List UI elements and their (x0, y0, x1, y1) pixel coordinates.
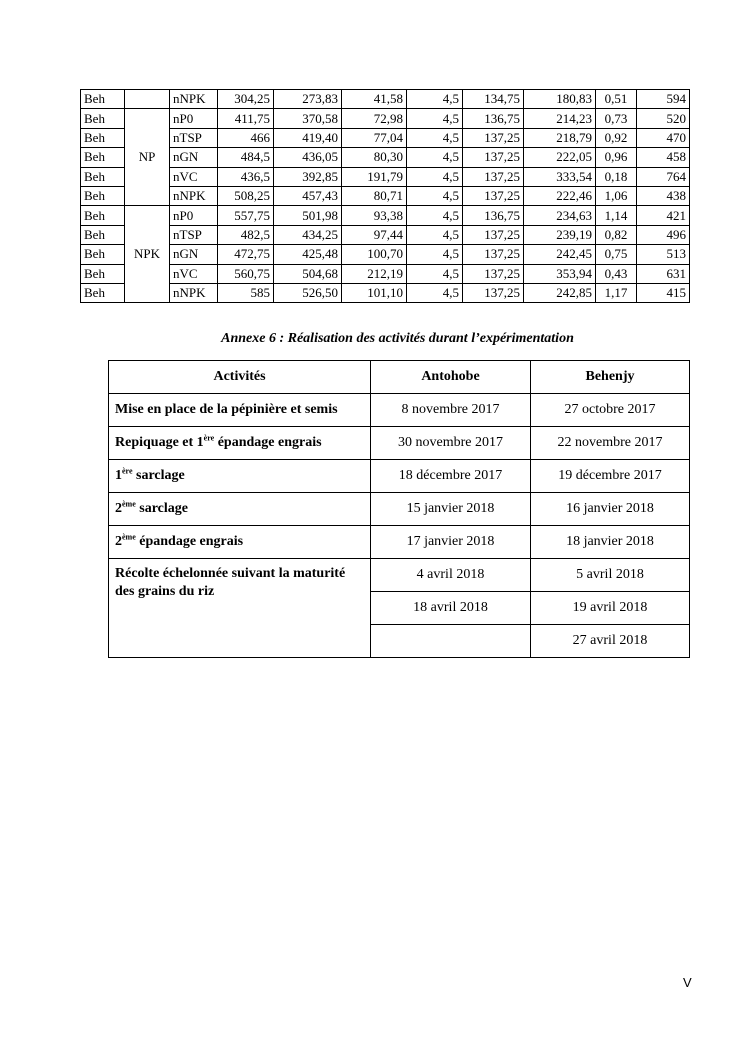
table-row: 2ème épandage engrais 17 janvier 2018 18 janvier 2018 (109, 526, 690, 559)
header-row (109, 361, 690, 394)
page-number: V (683, 975, 692, 990)
table-row: Beh NP nP0 411,75 370,58 72,98 4,5 136,75 214,23 0,73 520 (81, 109, 690, 128)
table-row: Beh nTSP 482,5 434,25 97,44 4,5 137,25 239,19 0,82 496 (81, 225, 690, 244)
yield-data-table (80, 89, 690, 303)
table-row: Beh nTSP 466 419,40 77,04 4,5 137,25 218,79 0,92 470 (81, 128, 690, 147)
activity-label: 2ème épandage engrais (109, 526, 371, 559)
table-row: Récolte échelonnée suivant la maturité des grains du riz 4 avril 2018 5 avril 2018 (109, 559, 690, 592)
group-label-np: NP (125, 109, 170, 206)
activity-label: 2ème sarclage (109, 493, 371, 526)
group-label-npk: NPK (125, 206, 170, 303)
table-row: Beh nVC 560,75 504,68 212,19 4,5 137,25 353,94 0,43 631 (81, 264, 690, 283)
group-cell-empty (125, 90, 170, 109)
activities-table (108, 360, 690, 658)
table-row: 1ère sarclage 18 décembre 2017 19 décembre 2017 (109, 460, 690, 493)
table-row: Beh nGN 472,75 425,48 100,70 4,5 137,25 242,45 0,75 513 (81, 245, 690, 264)
activity-label: Mise en place de la pépinière et semis (109, 394, 371, 427)
table-row: Repiquage et 1ère épandage engrais 30 novembre 2017 22 novembre 2017 (109, 427, 690, 460)
table-row: Beh nGN 484,5 436,05 80,30 4,5 137,25 222,05 0,96 458 (81, 148, 690, 167)
table-row: 2ème sarclage 15 janvier 2018 16 janvier 2018 (109, 493, 690, 526)
annex-caption: Annexe 6 : Réalisation des activités durant l’expérimentation (221, 331, 574, 346)
table-row: Beh nNPK 585 526,50 101,10 4,5 137,25 242,85 1,17 415 (81, 283, 690, 302)
header-activities: Activités (109, 361, 371, 394)
activity-label-harvest: Récolte échelonnée suivant la maturité des grains du riz (109, 559, 371, 658)
table-row: 27 avril 2018 (109, 625, 690, 658)
table-row: Beh nNPK 508,25 457,43 80,71 4,5 137,25 222,46 1,06 438 (81, 186, 690, 205)
table-row: Beh nVC 436,5 392,85 191,79 4,5 137,25 333,54 0,18 764 (81, 167, 690, 186)
header-antohobe: Antohobe (371, 361, 531, 394)
activity-label: Repiquage et 1ère épandage engrais (109, 427, 371, 460)
table-row: 18 avril 2018 19 avril 2018 (109, 592, 690, 625)
header-behenjy: Behenjy (531, 361, 690, 394)
table-row: Beh nNPK 304,25 273,83 41,58 4,5 134,75 180,83 0,51 594 (81, 90, 690, 109)
table-row: Beh NPK nP0 557,75 501,98 93,38 4,5 136,75 234,63 1,14 421 (81, 206, 690, 225)
table-row: Mise en place de la pépinière et semis 8 novembre 2017 27 octobre 2017 (109, 394, 690, 427)
activity-label: 1ère sarclage (109, 460, 371, 493)
